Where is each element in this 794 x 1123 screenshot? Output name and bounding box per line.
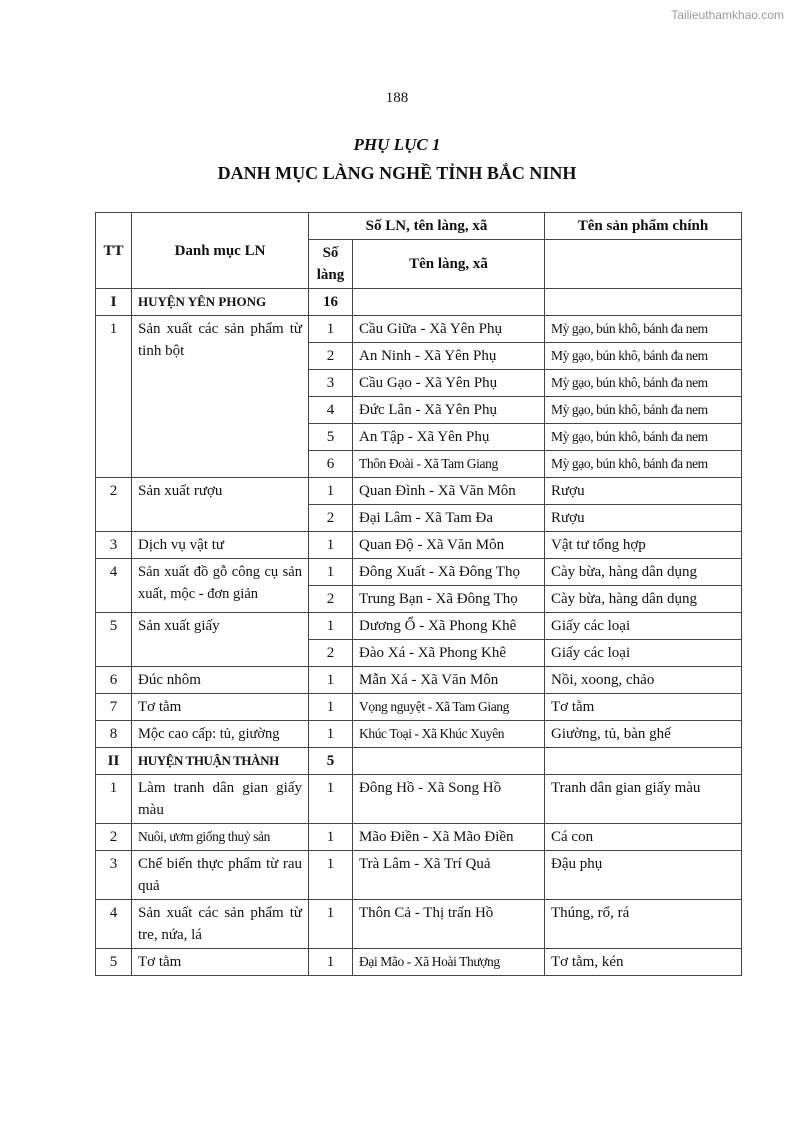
district-row [96, 748, 742, 775]
village-number: 6 [309, 451, 353, 478]
table-row [96, 851, 742, 900]
village-name: Cầu Gạo - Xã Yên Phụ [353, 370, 545, 397]
village-name: Thôn Đoài - Xã Tam Giang [353, 451, 545, 478]
table-row [96, 532, 742, 559]
village-name: Quan Độ - Xã Văn Môn [353, 532, 545, 559]
village-name: Cầu Giữa - Xã Yên Phụ [353, 316, 545, 343]
group-category: Tơ tằm [132, 694, 309, 721]
table-row [96, 478, 742, 505]
district-count: 5 [309, 748, 353, 775]
empty-cell [353, 289, 545, 316]
product-name: Tơ tằm [545, 694, 742, 721]
village-number: 1 [309, 824, 353, 851]
table-row [96, 559, 742, 586]
district-tt: I [96, 289, 132, 316]
village-name: Dương Ổ - Xã Phong Khê [353, 613, 545, 640]
table-row [96, 316, 742, 343]
district-tt: II [96, 748, 132, 775]
product-name: Mỳ gạo, bún khô, bánh đa nem [545, 343, 742, 370]
group-tt: 6 [96, 667, 132, 694]
group-tt: 2 [96, 824, 132, 851]
product-name: Mỳ gạo, bún khô, bánh đa nem [545, 316, 742, 343]
village-number: 1 [309, 667, 353, 694]
village-name: Đức Lân - Xã Yên Phụ [353, 397, 545, 424]
village-name: Đào Xá - Xã Phong Khê [353, 640, 545, 667]
table-row [96, 613, 742, 640]
village-name: Thôn Cả - Thị trấn Hồ [353, 900, 545, 949]
district-name: HUYỆN THUẬN THÀNH [132, 748, 309, 775]
group-tt: 4 [96, 900, 132, 949]
village-name: Trà Lâm - Xã Trí Quả [353, 851, 545, 900]
district-count: 16 [309, 289, 353, 316]
product-name: Cá con [545, 824, 742, 851]
page-number: 188 [385, 90, 409, 106]
product-name: Giấy các loại [545, 613, 742, 640]
village-number: 2 [309, 505, 353, 532]
village-number: 2 [309, 640, 353, 667]
village-number: 1 [309, 851, 353, 900]
table-header-row [96, 213, 742, 240]
group-category: Sản xuất các sản phẩm từ tinh bột [132, 316, 309, 478]
group-category: Làm tranh dân gian giấy màu [132, 775, 309, 824]
village-number: 4 [309, 397, 353, 424]
empty-cell [353, 748, 545, 775]
village-name: Mẫn Xá - Xã Văn Môn [353, 667, 545, 694]
header-product: Tên sản phẩm chính [545, 213, 742, 240]
village-number: 1 [309, 613, 353, 640]
group-category: Tơ tằm [132, 949, 309, 976]
village-number: 1 [309, 900, 353, 949]
group-category: Nuôi, ươm giống thuỷ sản [132, 824, 309, 851]
village-name: Đại Lâm - Xã Tam Đa [353, 505, 545, 532]
table-row [96, 694, 742, 721]
product-name: Mỳ gạo, bún khô, bánh đa nem [545, 451, 742, 478]
group-tt: 4 [96, 559, 132, 613]
craft-village-table [95, 212, 742, 976]
village-number: 5 [309, 424, 353, 451]
product-name: Rượu [545, 478, 742, 505]
product-name: Vật tư tổng hợp [545, 532, 742, 559]
header-village-name: Tên làng, xã [353, 240, 545, 289]
village-number: 1 [309, 316, 353, 343]
village-number: 2 [309, 586, 353, 613]
village-number: 1 [309, 775, 353, 824]
group-tt: 3 [96, 851, 132, 900]
group-category: Sản xuất giấy [132, 613, 309, 667]
table-row [96, 775, 742, 824]
table-row [96, 949, 742, 976]
product-name: Giấy các loại [545, 640, 742, 667]
village-number: 1 [309, 559, 353, 586]
product-name: Cày bừa, hàng dân dụng [545, 559, 742, 586]
group-tt: 1 [96, 775, 132, 824]
group-tt: 5 [96, 613, 132, 667]
village-name: Quan Đình - Xã Văn Môn [353, 478, 545, 505]
group-category: Sản xuất đồ gỗ công cụ sản xuất, mộc - đơn giản [132, 559, 309, 613]
header-count [309, 240, 353, 289]
header-tt: TT [96, 213, 132, 289]
village-name: Đại Mão - Xã Hoài Thượng [353, 949, 545, 976]
product-name: Tranh dân gian giấy màu [545, 775, 742, 824]
page-title: DANH MỤC LÀNG NGHỀ TỈNH BẮC NINH [217, 163, 577, 183]
group-category: Sản xuất các sản phẩm từ tre, nứa, lá [132, 900, 309, 949]
group-tt: 2 [96, 478, 132, 532]
header-count-line1: Số [322, 245, 339, 261]
product-name: Rượu [545, 505, 742, 532]
village-number: 1 [309, 949, 353, 976]
district-row [96, 289, 742, 316]
table-row [96, 824, 742, 851]
village-name: Đông Xuất - Xã Đông Thọ [353, 559, 545, 586]
village-number: 3 [309, 370, 353, 397]
watermark: Tailieuthamkhao.com [671, 8, 784, 22]
group-category: Sản xuất rượu [132, 478, 309, 532]
group-category: Chế biến thực phẩm từ rau quả [132, 851, 309, 900]
header-count-line2: làng [316, 267, 345, 283]
group-tt: 7 [96, 694, 132, 721]
village-name: Mão Điền - Xã Mão Điền [353, 824, 545, 851]
group-tt: 1 [96, 316, 132, 478]
header-empty [545, 240, 742, 289]
district-name: HUYỆN YÊN PHONG [132, 289, 309, 316]
table-row [96, 721, 742, 748]
header-village-group: Số LN, tên làng, xã [309, 213, 545, 240]
group-category: Mộc cao cấp: tủ, giường [132, 721, 309, 748]
village-name: Trung Bạn - Xã Đông Thọ [353, 586, 545, 613]
table-row [96, 667, 742, 694]
village-name: An Ninh - Xã Yên Phụ [353, 343, 545, 370]
group-tt: 3 [96, 532, 132, 559]
product-name: Tơ tằm, kén [545, 949, 742, 976]
product-name: Thúng, rổ, rá [545, 900, 742, 949]
product-name: Mỳ gạo, bún khô, bánh đa nem [545, 424, 742, 451]
village-number: 1 [309, 721, 353, 748]
group-category: Dịch vụ vật tư [132, 532, 309, 559]
product-name: Mỳ gạo, bún khô, bánh đa nem [545, 370, 742, 397]
product-name: Cày bừa, hàng dân dụng [545, 586, 742, 613]
village-name: Khúc Toại - Xã Khúc Xuyên [353, 721, 545, 748]
village-number: 1 [309, 532, 353, 559]
group-tt: 8 [96, 721, 132, 748]
group-tt: 5 [96, 949, 132, 976]
product-name: Nồi, xoong, chảo [545, 667, 742, 694]
appendix-label: PHỤ LỤC 1 [353, 135, 441, 154]
village-name: Vọng nguyệt - Xã Tam Giang [353, 694, 545, 721]
empty-cell [545, 748, 742, 775]
header-category: Danh mục LN [132, 213, 309, 289]
village-number: 2 [309, 343, 353, 370]
table-row [96, 900, 742, 949]
village-name: Đông Hồ - Xã Song Hồ [353, 775, 545, 824]
product-name: Mỳ gạo, bún khô, bánh đa nem [545, 397, 742, 424]
product-name: Đậu phụ [545, 851, 742, 900]
village-number: 1 [309, 694, 353, 721]
village-number: 1 [309, 478, 353, 505]
village-name: An Tập - Xã Yên Phụ [353, 424, 545, 451]
product-name: Giường, tủ, bàn ghế [545, 721, 742, 748]
group-category: Đúc nhôm [132, 667, 309, 694]
empty-cell [545, 289, 742, 316]
